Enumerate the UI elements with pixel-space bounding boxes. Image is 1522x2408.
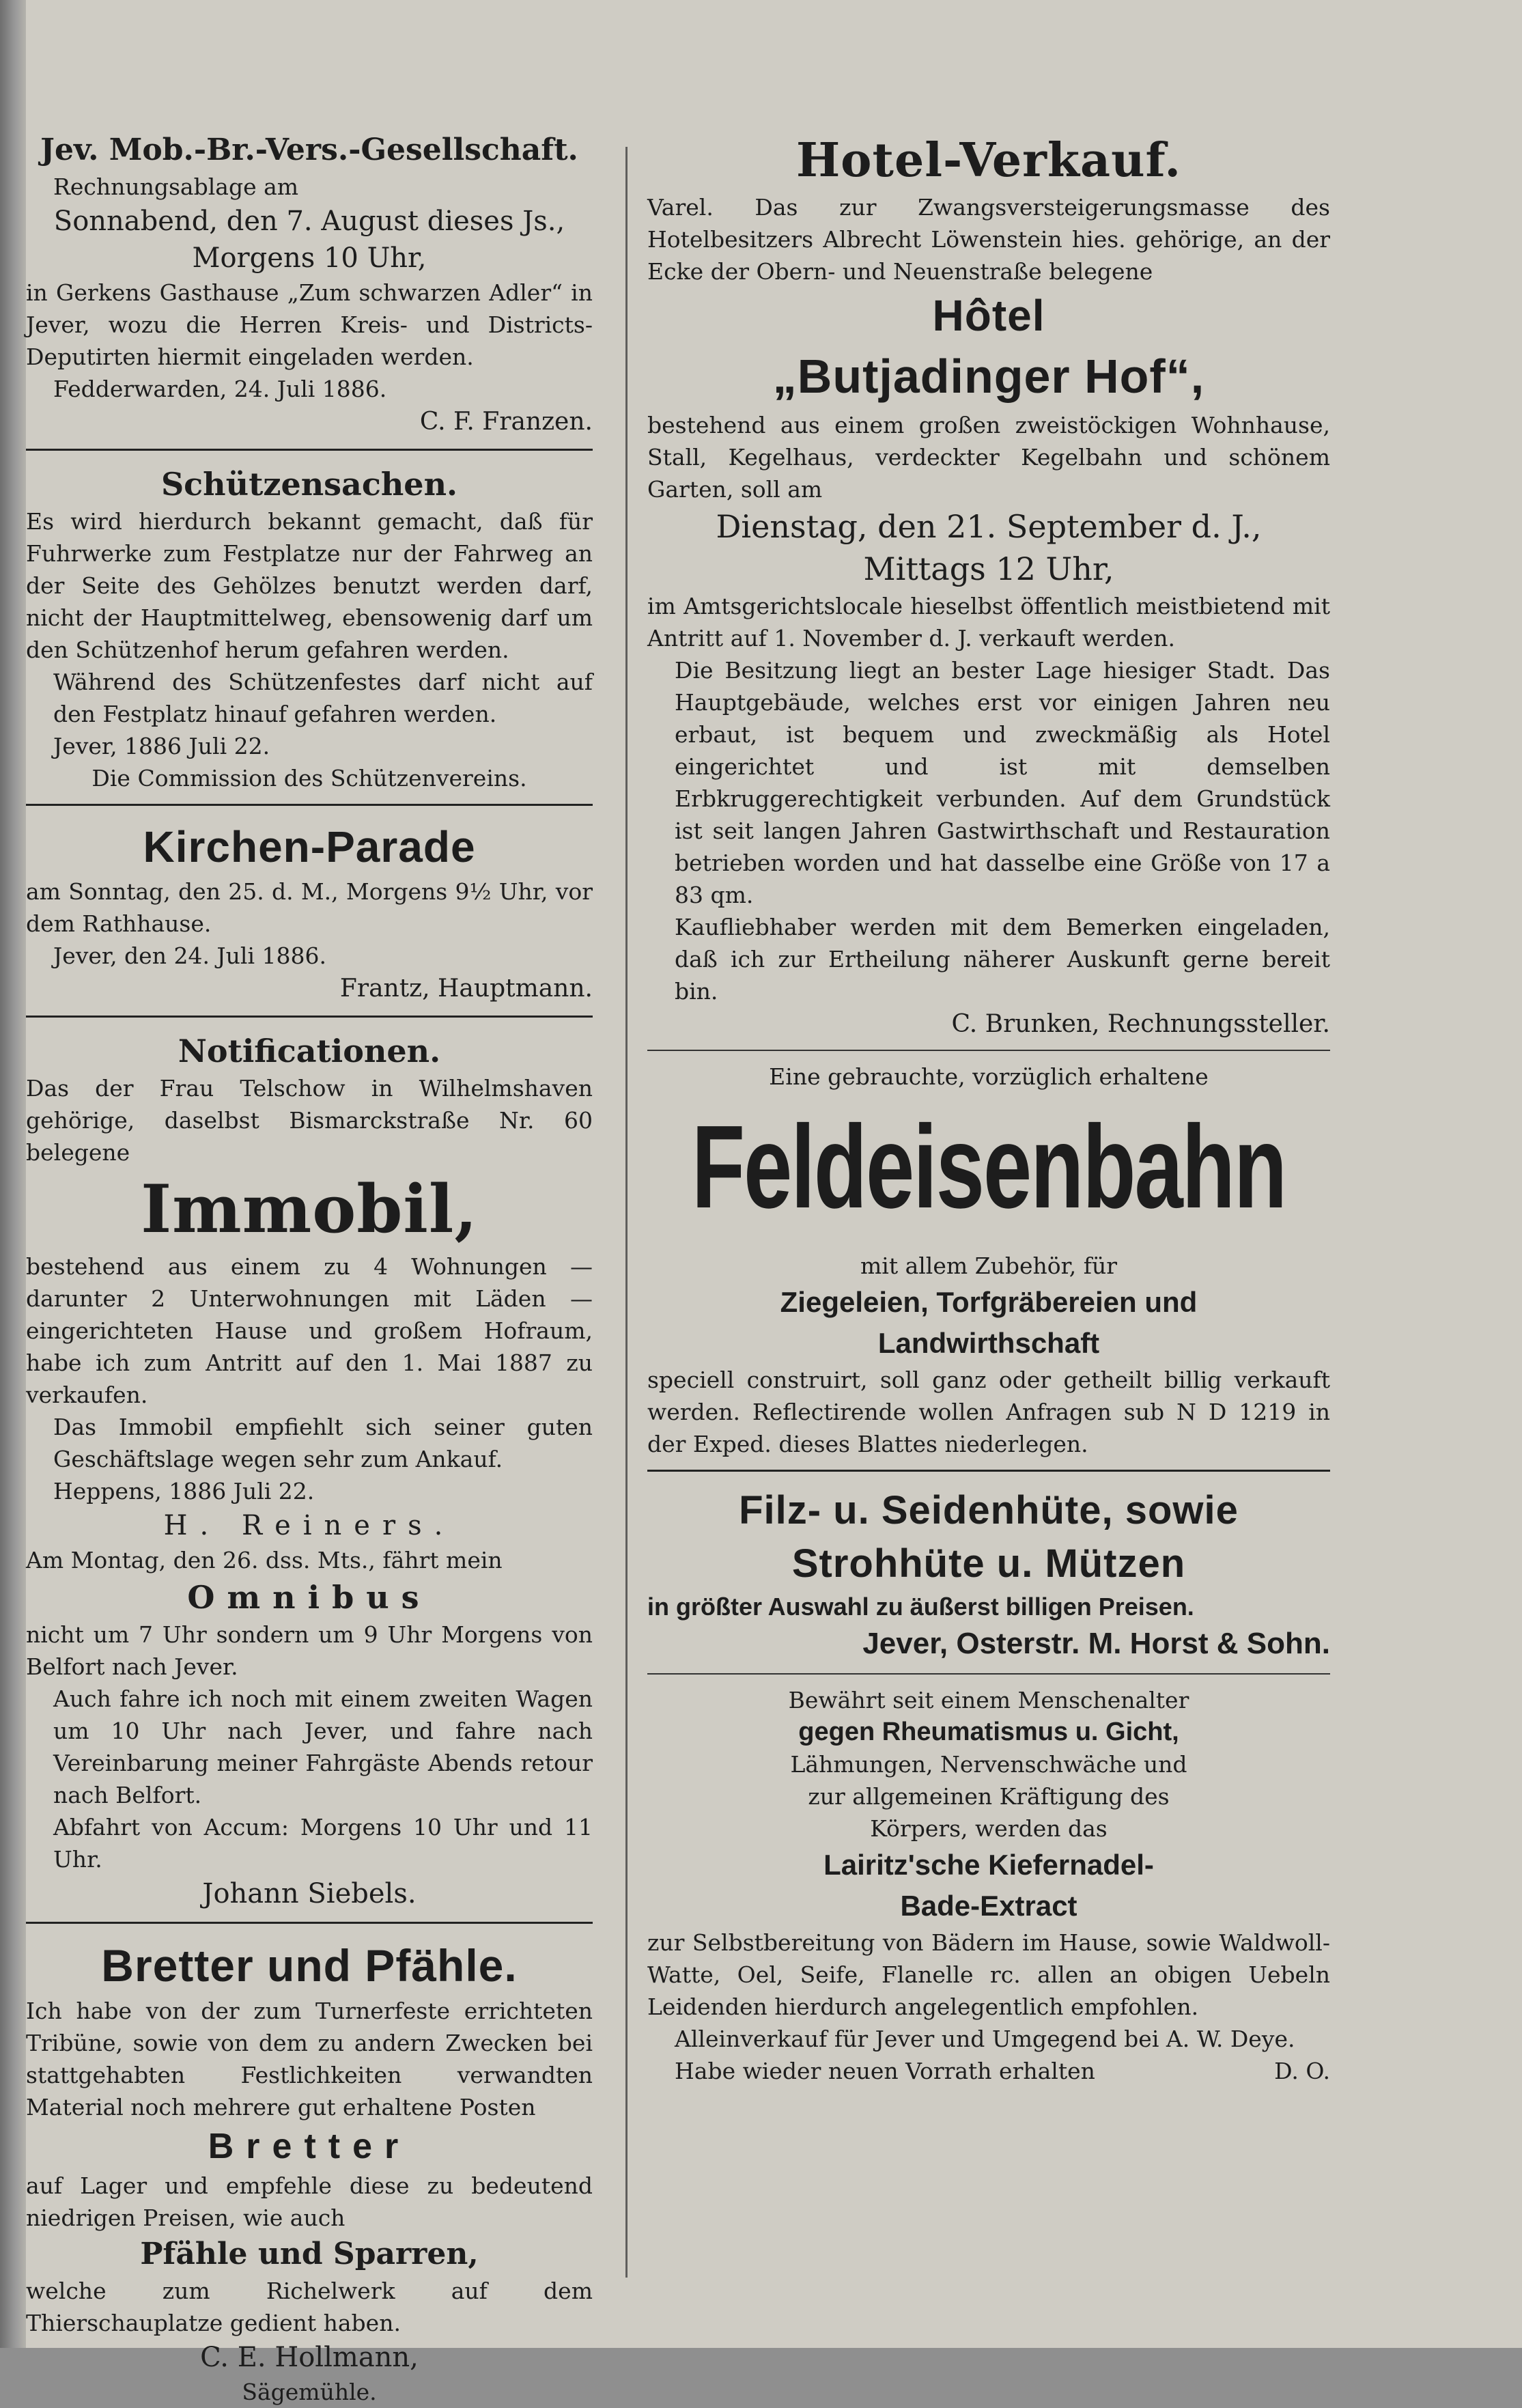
ad-signature: Frantz, Hauptmann. xyxy=(339,975,593,1003)
divider xyxy=(647,1673,1330,1675)
ad-body: speciell construirt, soll ganz oder getheilt billig verkauft werden. Reflectirende wollen Anfragen sub N D 1219 in der Exped. dieses Blattes niederlegen. xyxy=(647,1367,1330,1457)
divider xyxy=(26,804,593,806)
ad-place: Heppens, 1886 Juli 22. xyxy=(53,1478,315,1504)
ad-body: im Amtsgerichtslocale hieselbst öffentlich meistbietend mit Antritt auf 1. November d. J. verkauft werden. xyxy=(647,593,1330,652)
right-column xyxy=(647,130,1330,2087)
ad-title: Notificationen. xyxy=(178,1033,441,1069)
ad-place: Jever, 1886 Juli 22. xyxy=(53,733,270,759)
ad-time: Mittags 12 Uhr, xyxy=(863,550,1114,587)
ad-time: Morgens 10 Uhr, xyxy=(192,242,427,274)
ad-hotel xyxy=(647,130,1330,1041)
page-edge xyxy=(0,0,26,2348)
ad-title: Hotel-Verkauf. xyxy=(795,133,1182,188)
ad-title: Filz- u. Seidenhüte, sowie xyxy=(739,1488,1239,1532)
ad-title: Bretter und Pfähle. xyxy=(101,1940,518,1991)
ad-sale: Alleinverkauf für Jever und Umgegend bei A. W. Deye. xyxy=(675,2026,1295,2052)
ad-signature: Johann Siebels. xyxy=(202,1878,417,1909)
ad-signature: C. Brunken, Rechnungssteller. xyxy=(951,1010,1330,1038)
ad-title: Schützensachen. xyxy=(160,466,458,503)
ad-body: Ich habe von der zum Turnerfeste errichteten Tribüne, sowie von dem zu andern Zwecken bei stattgehabten Festlichkeiten verwandten Material noch mehrere gut erhaltene Posten xyxy=(26,1998,593,2120)
ad-body: welche zum Richelwerk auf dem Thierschauplatze gedient haben. xyxy=(26,2278,593,2336)
ad-intro: Am Montag, den 26. dss. Mts., fährt mein xyxy=(26,1547,503,1573)
ad-body: Das Immobil empfiehlt sich seiner guten Geschäftslage wegen sehr zum Ankauf. xyxy=(53,1414,593,1472)
ad-hotel-name: „Butjadinger Hof“, xyxy=(772,350,1205,403)
ad-place: Jever, den 24. Juli 1886. xyxy=(53,942,326,969)
ad-bold: Landwirthschaft xyxy=(877,1327,1100,1359)
ad-hotel-word: Hôtel xyxy=(932,291,1045,340)
ad-body: bestehend aus einem großen zweistöckigen Wohnhause, Stall, Kegelhaus, verdeckter Kegelbahn und schönem Garten, soll am xyxy=(647,412,1330,503)
ad-kirchenparade xyxy=(26,818,593,1006)
ad-body: Auch fahre ich noch mit einem zweiten Wagen um 10 Uhr nach Jever, und fahre nach Vereinbarung meiner Fahrgäste Abends retour nach Belfort. xyxy=(53,1685,593,1808)
left-column xyxy=(26,130,593,2408)
ad-signature: H. Reiners. xyxy=(163,1510,455,1541)
divider xyxy=(26,449,593,451)
ad-signature: C. E. Hollmann, xyxy=(200,2342,419,2373)
ad-last-line: Habe wieder neuen Vorrath erhalten xyxy=(675,2058,1095,2084)
ad-insurance xyxy=(26,130,593,439)
newspaper-page xyxy=(26,0,1522,2405)
ad-title: Feldeisenbahn xyxy=(691,1101,1286,1233)
ad-signature: Jever, Osterstr. M. Horst & Sohn. xyxy=(862,1627,1330,1660)
ad-date: Dienstag, den 21. September d. J., xyxy=(716,508,1262,545)
ad-title: Jev. Mob.-Br.-Vers.-Gesellschaft. xyxy=(40,132,578,167)
ad-body: in Gerkens Gasthause „Zum schwarzen Adler“ in Jever, wozu die Herren Kreis- und Districts-Deputirten hiermit eingeladen werden. xyxy=(26,279,593,370)
ad-immobil xyxy=(26,1030,593,1544)
ad-line: gegen Rheumatismus u. Gicht, xyxy=(798,1718,1179,1746)
ad-headline: Immobil, xyxy=(141,1171,478,1248)
ad-body: auf Lager und empfehle diese zu bedeutend niedrigen Preisen, wie auch xyxy=(26,2172,593,2231)
ad-body: in größter Auswahl zu äußerst billigen Preisen. xyxy=(647,1593,1194,1621)
ad-huete xyxy=(647,1484,1330,1665)
ad-title: Bade-Extract xyxy=(900,1890,1077,1922)
ad-intro: Eine gebrauchte, vorzüglich erhaltene xyxy=(769,1063,1209,1090)
ad-body: am Sonntag, den 25. d. M., Morgens 9½ Uhr, vor dem Rathhause. xyxy=(26,878,593,937)
divider xyxy=(647,1050,1330,1051)
ad-schuetzen xyxy=(26,463,593,794)
ad-badeextract xyxy=(647,1684,1330,2087)
ad-body: Die Besitzung liegt an bester Lage hiesiger Stadt. Das Hauptgebäude, welches erst vor einigen Jahren neu erbaut, ist bequem und zweckmäßig als Hotel eingerichtet und ist mit demselben Erbkruggerechtigkeit verbunden. Auf dem Grundstück ist seit langen Jahren Gastwirthschaft und Restauration betrieben worden und hat dasselbe eine Größe von 17 a 83 qm. xyxy=(675,657,1330,908)
ad-title: Strohhüte u. Mützen xyxy=(791,1541,1186,1586)
column-divider xyxy=(625,147,628,2278)
ad-body: Kaufliebhaber werden mit dem Bemerken eingeladen, daß ich zur Ertheilung näherer Auskunft gerne bereit bin. xyxy=(675,914,1330,1005)
ad-bretter xyxy=(26,1936,593,2408)
ad-body: bestehend aus einem zu 4 Wohnungen — darunter 2 Unterwohnungen mit Läden — eingerichteten Hause und großem Hofraum, habe ich zum Antritt auf den 1. Mai 1887 zu verkaufen. xyxy=(26,1253,593,1408)
ad-title: Lairitz'sche Kiefernadel- xyxy=(823,1849,1154,1881)
ad-line: Lähmungen, Nervenschwäche und xyxy=(790,1751,1187,1778)
divider xyxy=(26,1922,593,1924)
ad-body: Das der Frau Telschow in Wilhelmshaven gehörige, daselbst Bismarckstraße Nr. 60 belegene xyxy=(26,1075,593,1166)
divider xyxy=(647,1470,1330,1472)
ad-body: mit allem Zubehör, für xyxy=(860,1252,1118,1279)
ad-body: Es wird hierdurch bekannt gemacht, daß für Fuhrwerke zum Festplatze nur der Fahrweg an der Seite des Gehölzes benutzt werden darf, nicht der Hauptmittelweg, ebensowenig darf um den Schützenhof herum gefahren werden. xyxy=(26,508,593,663)
ad-initials: D. O. xyxy=(1274,2058,1330,2084)
ad-footer xyxy=(647,2055,1330,2087)
ad-omnibus xyxy=(26,1544,593,1912)
ad-title: Kirchen-Parade xyxy=(143,822,476,871)
ad-body: Abfahrt von Accum: Morgens 10 Uhr und 11 Uhr. xyxy=(53,1814,593,1873)
ad-date: Sonnabend, den 7. August dieses Js., xyxy=(53,206,565,237)
ad-word: Pfähle und Sparren, xyxy=(140,2237,479,2271)
ad-signature: Sägemühle. xyxy=(242,2379,377,2405)
ad-signature: Die Commission des Schützenvereins. xyxy=(91,765,527,792)
ad-line: Bewährt seit einem Menschenalter xyxy=(788,1687,1189,1713)
ad-body: zur Selbstbereitung von Bädern im Hause, sowie Waldwoll-Watte, Oel, Seife, Flanelle rc. allen an obigen Uebeln Leidenden hierdurch angelegentlich empfohlen. xyxy=(647,1929,1330,2020)
ad-line: zur allgemeinen Kräftigung des xyxy=(808,1783,1170,1810)
ad-signature: C. F. Franzen. xyxy=(419,408,593,436)
ad-feldeisenbahn xyxy=(647,1061,1330,1460)
ad-word: Bretter xyxy=(208,2127,411,2166)
ad-body: nicht um 7 Uhr sondern um 9 Uhr Morgens von Belfort nach Jever. xyxy=(26,1621,593,1680)
ad-subtitle: Rechnungsablage am xyxy=(53,173,299,200)
ad-body: Während des Schützenfestes darf nicht auf den Festplatz hinauf gefahren werden. xyxy=(53,669,593,727)
ad-place: Fedderwarden, 24. Juli 1886. xyxy=(53,376,387,402)
ad-line: Körpers, werden das xyxy=(870,1815,1108,1842)
ad-body: Varel. Das zur Zwangsversteigerungsmasse des Hotelbesitzers Albrecht Löwenstein hies. gehörige, an der Ecke der Obern- und Neuenstraße belegene xyxy=(647,194,1330,285)
ad-title: Omnibus xyxy=(187,1579,432,1616)
divider xyxy=(26,1016,593,1018)
ad-bold: Ziegeleien, Torfgräbereien und xyxy=(780,1286,1198,1318)
